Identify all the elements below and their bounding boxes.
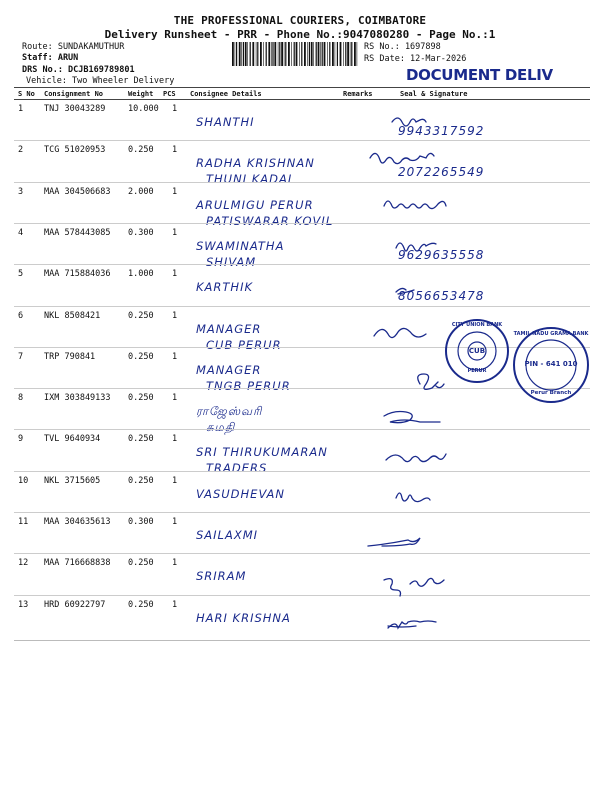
row-pcs: 1 — [172, 434, 178, 445]
row-consignee-line1: SRI THIRUKUMARAN — [196, 445, 328, 460]
row-pcs: 1 — [172, 310, 178, 321]
row-consignee-line1: MANAGER — [196, 321, 262, 336]
col-seal-signature: Seal & Signature — [400, 90, 468, 98]
row-pcs: 1 — [172, 227, 178, 238]
row-pcs: 1 — [172, 186, 178, 197]
row-weight: 1.000 — [128, 269, 154, 280]
row-weight: 0.300 — [128, 517, 154, 527]
row-consignment-no: MAA 715884036 — [44, 269, 111, 280]
row-pcs: 1 — [172, 351, 178, 362]
row-consignee-line1: ராஜேஸ்வரி — [196, 404, 263, 419]
cub-seal-top: CITY UNION BANK — [451, 322, 503, 328]
row-consignment-no: MAA 304506683 — [44, 186, 111, 197]
row-pcs: 1 — [172, 599, 178, 610]
row-sno: 13 — [18, 599, 29, 610]
row-consignee-line1: VASUDHEVAN — [196, 486, 285, 501]
row-sno: 7 — [18, 351, 24, 362]
row-consignment-no: NKL 8508421 — [44, 310, 101, 321]
route: Route: SUNDAKAMUTHUR — [22, 42, 125, 52]
document-delivery-stamp: DOCUMENT DELIV — [406, 66, 553, 84]
signature-1 — [392, 118, 426, 126]
row-weight: 2.000 — [128, 186, 154, 197]
row-weight: 0.250 — [128, 145, 154, 156]
signature-13 — [388, 621, 436, 628]
signature-2 — [370, 153, 434, 163]
row-sno: 5 — [18, 269, 24, 280]
row-consignment-no: IXM 303849133 — [44, 393, 111, 404]
row-consignment-no: HRD 60922797 — [44, 599, 106, 610]
row-weight: 0.250 — [128, 351, 154, 362]
row-pcs: 1 — [172, 393, 178, 404]
row-sno: 9 — [18, 434, 24, 445]
signature-5 — [396, 288, 414, 294]
row-weight: 0.300 — [128, 227, 154, 238]
cub-seal-side: PERUR — [467, 368, 487, 374]
tngb-bank-seal — [512, 326, 590, 404]
row-consignee-line2: சுமதி — [206, 420, 236, 435]
row-phone: 8056653478 — [398, 289, 485, 304]
signature-7 — [418, 374, 444, 389]
row-weight: 0.250 — [128, 475, 154, 486]
tngb-seal-pin: PIN - 641 010 — [524, 360, 578, 368]
signature-3 — [384, 201, 446, 209]
col-pcs: PCS — [163, 90, 176, 98]
row-consignee-line1: KARTHIK — [196, 280, 254, 295]
row-sno: 11 — [18, 517, 29, 527]
tngb-seal-bottom: Perur Branch — [530, 390, 572, 396]
row-sno: 2 — [18, 145, 24, 156]
rs-date: RS Date: 12-Mar-2026 — [364, 54, 467, 64]
row-pcs: 1 — [172, 558, 178, 569]
row-pcs: 1 — [172, 269, 178, 280]
tngb-seal-top: TAMIL NADU GRAMA BANK — [513, 331, 589, 337]
row-consignment-no: MAA 304635613 — [44, 517, 111, 527]
row-phone: 9629635558 — [398, 247, 485, 262]
row-consignee-line1: SRIRAM — [196, 569, 247, 584]
row-weight: 10.000 — [128, 104, 159, 114]
row-weight: 0.250 — [128, 310, 154, 321]
cub-seal-center: CUB — [468, 347, 486, 355]
drs-no: DRS No.: DCJB169789801 — [22, 65, 135, 75]
rs-no: RS No.: 1697898 — [364, 42, 441, 52]
col-weight: Weight — [128, 90, 154, 98]
row-consignment-no: NKL 3715605 — [44, 475, 101, 486]
signature-8 — [384, 412, 440, 423]
row-consignee-line2: TNGB PERUR — [206, 378, 291, 393]
col-consignment: Consignment No — [44, 90, 104, 98]
row-sno: 10 — [18, 475, 29, 486]
row-sno: 8 — [18, 393, 24, 404]
signature-9 — [386, 454, 446, 462]
row-consignment-no: MAA 716668838 — [44, 558, 111, 569]
signature-11 — [368, 538, 420, 546]
runsheet-subtitle: Delivery Runsheet - PRR - Phone No.:9047080280 - Page No.:1 — [104, 28, 496, 41]
row-sno: 12 — [18, 558, 29, 569]
row-consignment-no: TRP 790841 — [44, 351, 96, 362]
row-consignment-no: TVL 9640934 — [44, 434, 101, 445]
row-consignment-no: MAA 578443085 — [44, 227, 111, 238]
row-weight: 0.250 — [128, 434, 154, 445]
row-sno: 4 — [18, 227, 24, 238]
row-consignment-no: TCG 51020953 — [44, 145, 106, 156]
row-sno: 1 — [18, 104, 24, 114]
col-consignee: Consignee Details — [190, 90, 262, 98]
signature-10 — [396, 493, 430, 502]
cub-bank-seal — [444, 318, 510, 384]
row-consignee-line2: PATISWARAR KOVIL — [206, 213, 334, 228]
row-consignee-line1: SAILAXMI — [196, 528, 259, 542]
row-consignee-line1: SWAMINATHA — [196, 238, 285, 253]
vehicle: Vehicle: Two Wheeler Delivery — [26, 76, 175, 86]
row-pcs: 1 — [172, 145, 178, 156]
row-consignment-no: TNJ 30043289 — [44, 104, 106, 114]
row-weight: 0.250 — [128, 393, 154, 404]
row-phone: 9943317592 — [398, 124, 485, 138]
row-consignee-line1: SHANTHI — [196, 115, 255, 129]
row-consignee-line2: SHIVAM — [206, 254, 257, 269]
row-consignee-line1: RADHA KRISHNAN — [196, 156, 315, 171]
row-consignee-line2: CUB PERUR — [206, 337, 282, 352]
row-pcs: 1 — [172, 517, 178, 527]
runsheet-title: THE PROFESSIONAL COURIERS, COIMBATORE — [173, 14, 427, 27]
col-sno: S No — [18, 90, 35, 98]
row-consignee-line2: THUNI KADAI — [206, 172, 293, 187]
row-phone: 2072265549 — [398, 165, 485, 180]
signature-12 — [384, 578, 444, 596]
row-consignee-line1: ARULMIGU PERUR — [196, 197, 314, 212]
row-consignee-line1: HARI KRISHNA — [196, 610, 291, 625]
signature-6 — [374, 328, 426, 337]
staff: Staff: ARUN — [22, 53, 79, 63]
col-remarks: Remarks — [343, 90, 373, 98]
row-weight: 0.250 — [128, 558, 154, 569]
signature-4 — [396, 243, 436, 251]
row-sno: 3 — [18, 186, 24, 197]
row-pcs: 1 — [172, 475, 178, 486]
row-consignee-line1: MANAGER — [196, 362, 262, 377]
row-consignee-line2: TRADERS — [206, 461, 268, 476]
row-sno: 6 — [18, 310, 24, 321]
row-weight: 0.250 — [128, 599, 154, 610]
row-pcs: 1 — [172, 104, 178, 114]
